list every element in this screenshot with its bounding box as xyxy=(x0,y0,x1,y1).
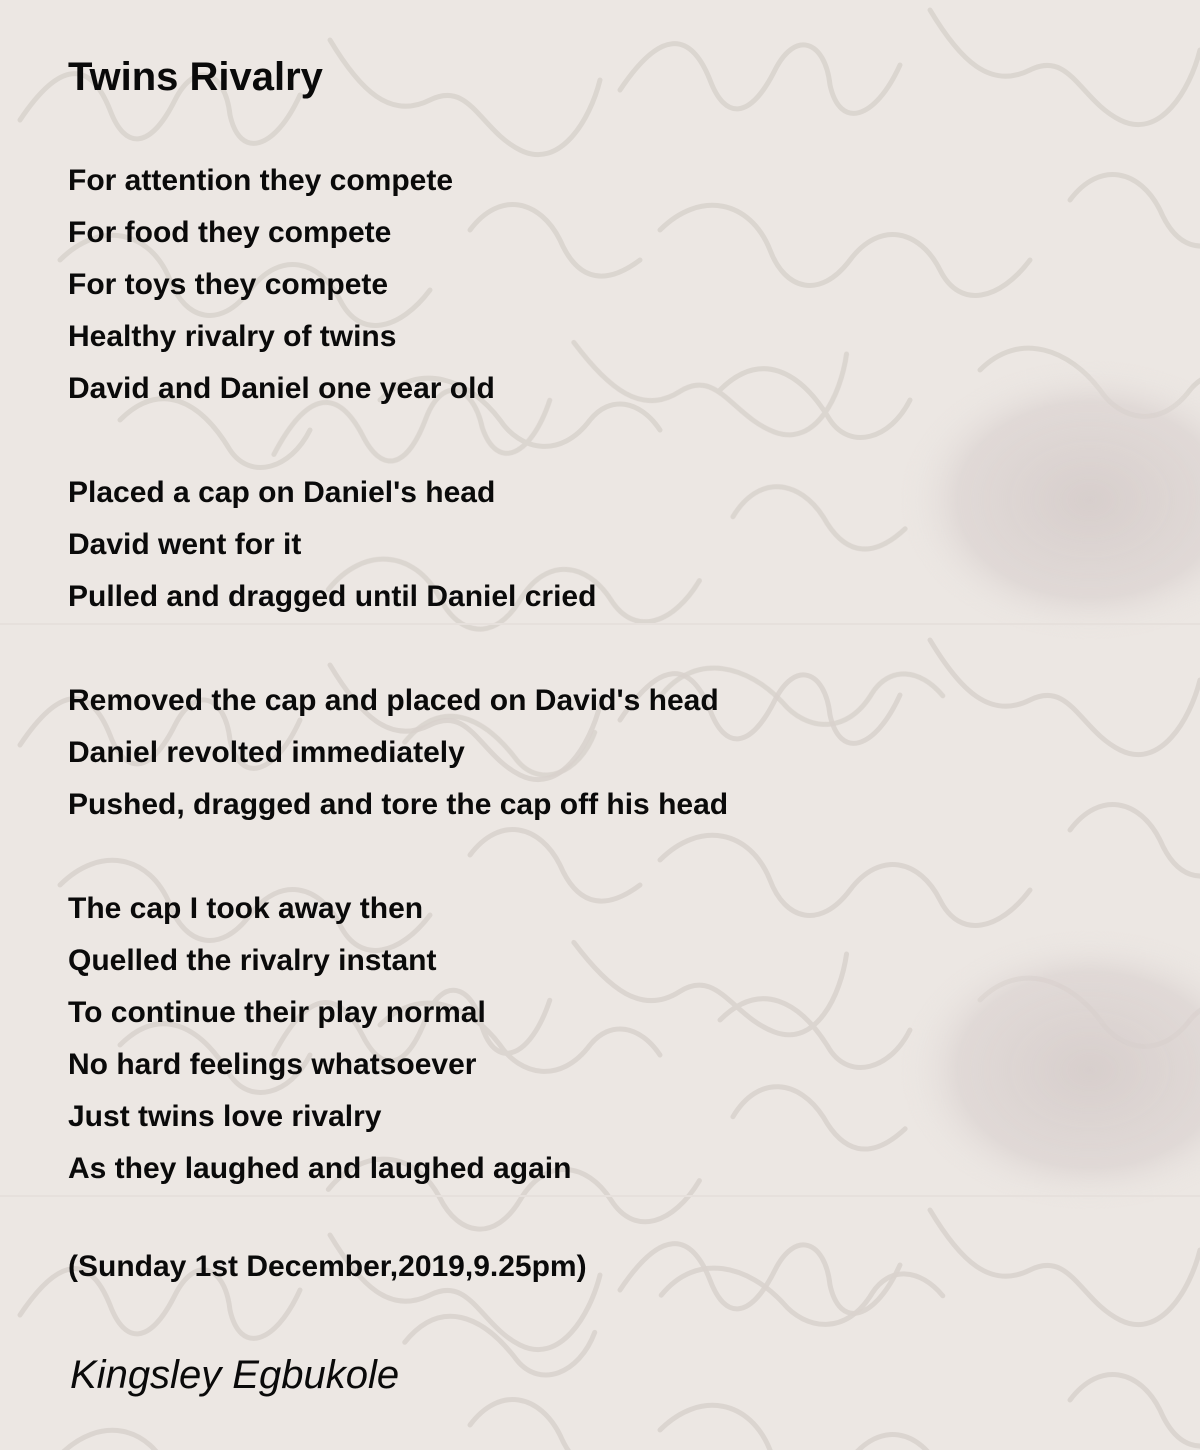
stanza-break xyxy=(68,623,728,675)
stanza-break xyxy=(68,415,728,467)
poem-line: Healthy rivalry of twins xyxy=(68,320,397,353)
poem-line: To continue their play normal xyxy=(68,996,486,1029)
poem-line: Daniel revolted immediately xyxy=(68,736,465,769)
poem-line: Just twins love rivalry xyxy=(68,1100,382,1133)
poem-line: David went for it xyxy=(68,528,302,561)
poem-line: For toys they compete xyxy=(68,268,389,301)
poem-title: Twins Rivalry xyxy=(68,55,323,99)
poem-line: David and Daniel one year old xyxy=(68,372,495,405)
poem-line: The cap I took away then xyxy=(68,892,424,925)
poem-line: Removed the cap and placed on David's head xyxy=(68,684,719,717)
poem-line: Pushed, dragged and tore the cap off his head xyxy=(68,788,729,821)
poem-line: As they laughed and laughed again xyxy=(68,1152,572,1185)
poem-line: For food they compete xyxy=(68,216,392,249)
poem-dateline: (Sunday 1st December,2019,9.25pm) xyxy=(68,1250,587,1283)
poem-line: Pulled and dragged until Daniel cried xyxy=(68,580,597,613)
poem-author: Kingsley Egbukole xyxy=(70,1353,400,1397)
poem-line: Quelled the rivalry instant xyxy=(68,944,437,977)
poem-body xyxy=(68,155,728,1195)
poem-line: For attention they compete xyxy=(68,164,454,197)
poem-line: Placed a cap on Daniel's head xyxy=(68,476,496,509)
poem-line: No hard feelings whatsoever xyxy=(68,1048,477,1081)
stanza-break xyxy=(68,831,728,883)
